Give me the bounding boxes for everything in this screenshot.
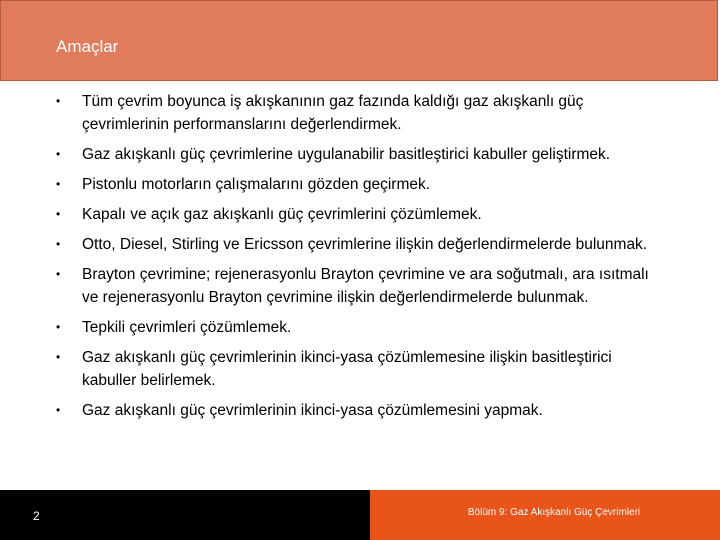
list-item [52,399,652,422]
bullet-icon: • [56,403,61,417]
list-item-text: Gaz akışkanlı güç çevrimlerinin ikinci-yasa çözümlemesini yapmak. [82,402,543,419]
bullet-icon: • [56,177,61,191]
list-item-text: Gaz akışkanlı güç çevrimlerine uygulanabilir basitleştirici kabuller geliştirmek. [82,146,611,163]
list-item-text: Tüm çevrim boyunca iş akışkanının gaz fazında kaldığı gaz akışkanlı güç çevrimlerinin performanslarını değerlendirmek. [82,93,584,133]
bullet-icon: • [56,147,61,161]
page-number: 2 [33,509,40,523]
list-item-text: Tepkili çevrimleri çözümlemek. [82,319,292,336]
list-item [52,346,652,392]
list-item [52,233,652,256]
chapter-title: Bölüm 9: Gaz Akışkanlı Güç Çevrimleri [467,507,641,518]
bullet-icon: • [56,267,61,281]
footer-chapter-band [370,490,720,540]
list-item-text: Gaz akışkanlı güç çevrimlerinin ikinci-yasa çözümlemesine ilişkin basitleştirici kabuller belirlemek. [82,349,612,389]
bullet-icon: • [56,237,61,251]
list-item [52,316,652,339]
list-item-text: Kapalı ve açık gaz akışkanlı güç çevrimlerini çözümlemek. [82,206,482,223]
bullet-list [52,90,652,422]
list-item [52,90,652,136]
list-item-text: Brayton çevrimine; rejenerasyonlu Brayton çevrimine ve ara soğutmalı, ara ısıtmalı ve rejenerasyonlu Brayton çevrimine ilişkin değerlendirmelerde bulunmak. [82,266,649,306]
bullet-icon: • [56,94,61,108]
slide-header [0,0,718,81]
slide-title: Amaçlar [56,37,119,56]
slide-footer [0,490,720,540]
bullet-icon: • [56,320,61,334]
list-item [52,173,652,196]
bullet-icon: • [56,207,61,221]
list-item [52,143,652,166]
slide-content [52,90,652,429]
list-item-text: Pistonlu motorların çalışmalarını gözden geçirmek. [82,176,431,193]
list-item [52,263,652,309]
list-item [52,203,652,226]
list-item-text: Otto, Diesel, Stirling ve Ericsson çevrimlerine ilişkin değerlendirmelerde bulunmak. [82,236,648,253]
bullet-icon: • [56,350,61,364]
